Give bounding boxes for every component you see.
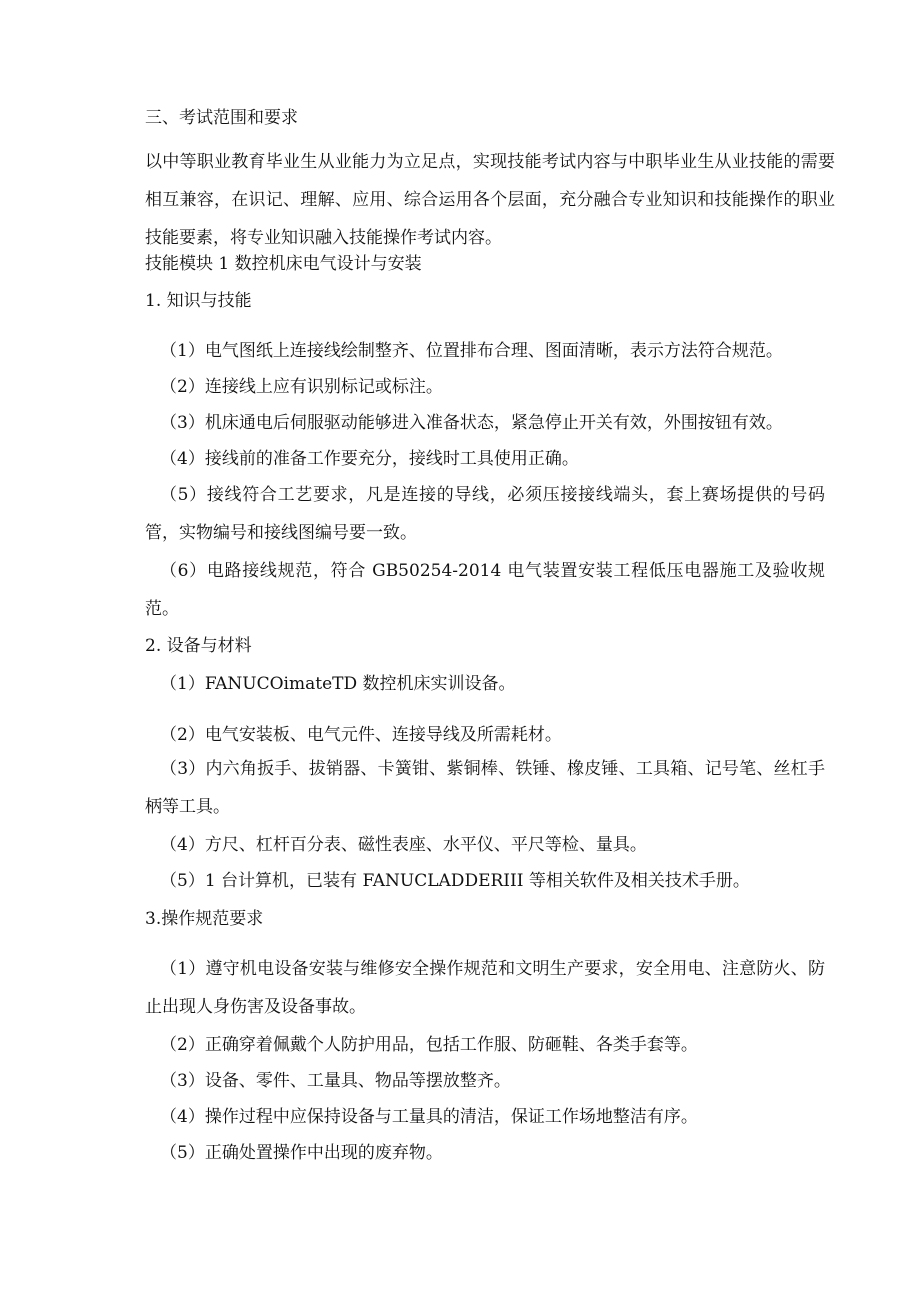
part3-item: （5）正确处置操作中出现的废弃物。 [160, 1143, 443, 1163]
part1-title: 1. 知识与技能 [145, 291, 252, 311]
part2-title: 2. 设备与材料 [145, 636, 252, 656]
part1-item: （5）接线符合工艺要求，凡是连接的导线，必须压接接线端头，套上赛场提供的号码管，实物编号和接线图编号要一致。 [145, 485, 825, 543]
intro-paragraph: 以中等职业教育毕业生从业能力为立足点，实现技能考试内容与中职毕业生从业技能的需要相互兼容，在识记、理解、应用、综合运用各个层面，充分融合专业知识和技能操作的职业技能要素，将专业知识融入技能操作考试内容。 [145, 152, 835, 248]
part2-item: （5）1 台计算机，已装有 FANUCLADDERIII 等相关软件及相关技术手册。 [160, 871, 750, 891]
part3-item: （2）正确穿着佩戴个人防护用品，包括工作服、防砸鞋、各类手套等。 [160, 1035, 698, 1055]
part1-item: （2）连接线上应有识别标记或标注。 [160, 377, 443, 397]
module-title: 技能模块 1 数控机床电气设计与安装 [145, 254, 422, 274]
part1-item: （4）接线前的准备工作要充分，接线时工具使用正确。 [160, 449, 579, 469]
part3-item: （4）操作过程中应保持设备与工量具的清洁，保证工作场地整洁有序。 [160, 1107, 698, 1127]
part3-title: 3.操作规范要求 [145, 909, 264, 929]
part2-item: （2）电气安装板、电气元件、连接导线及所需耗材。 [160, 725, 562, 745]
part2-item: （3）内六角扳手、拔销器、卡簧钳、紫铜棒、铁锤、橡皮锤、工具箱、记号笔、丝杠手柄等工具。 [145, 759, 825, 817]
part1-item: （1）电气图纸上连接线绘制整齐、位置排布合理、图面清晰，表示方法符合规范。 [160, 341, 783, 361]
part1-item: （6）电路接线规范，符合 GB50254-2014 电气装置安装工程低压电器施工及验收规范。 [145, 561, 825, 619]
part2-item: （1）FANUCOimateTD 数控机床实训设备。 [160, 674, 516, 694]
part1-item: （3）机床通电后伺服驱动能够进入准备状态，紧急停止开关有效，外围按钮有效。 [160, 413, 783, 433]
part2-item: （4）方尺、杠杆百分表、磁性表座、水平仪、平尺等检、量具。 [160, 835, 647, 855]
section-title: 三、考试范围和要求 [145, 108, 298, 128]
part3-item: （1）遵守机电设备安装与维修安全操作规范和文明生产要求，安全用电、注意防火、防止出现人身伤害及设备事故。 [145, 959, 825, 1017]
part3-item: （3）设备、零件、工量具、物品等摆放整齐。 [160, 1071, 511, 1091]
